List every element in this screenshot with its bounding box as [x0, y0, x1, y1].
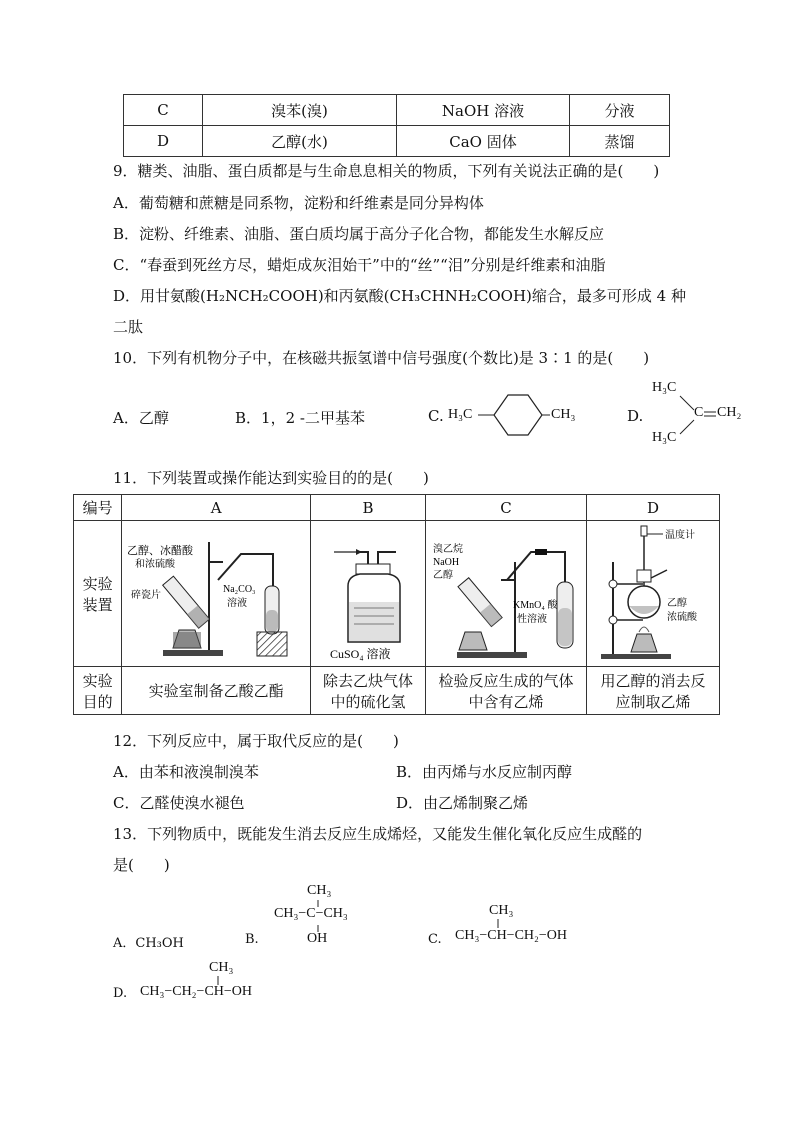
apparatus-b	[311, 521, 426, 667]
q10-stem: 10．下列有机物分子中，在核磁共振氢谱中信号强度(个数比)是 3∶1 的是( )	[113, 349, 650, 367]
row-label-line: 实验	[82, 671, 113, 690]
label-kmno4: KMnO₄ 酸	[513, 599, 558, 611]
q9-stem: 9．糖类、油脂、蛋白质都是与生命息息相关的物质，下列有关说法正确的是( )	[113, 162, 660, 180]
purpose-line: 应制取乙烯	[615, 692, 691, 711]
apparatus-c	[426, 521, 587, 667]
apparatus-d	[587, 521, 720, 667]
label-reagents: 乙醇、冰醋酸	[127, 543, 194, 557]
label-cuso4: CuSO₄ 溶液	[330, 646, 391, 661]
row-label-line: 装置	[82, 595, 113, 614]
q13-option-b-label: B.	[245, 932, 259, 947]
q10-option-d-carbon: C	[694, 405, 704, 420]
q9-option-d: D．用甘氨酸(H₂NCH₂COOH)和丙氨酸(CH₃CHNH₂COOH)缩合，最多可形成 4 种	[113, 287, 686, 305]
q10-option-d-top: H₃C	[652, 380, 677, 395]
q10-option-c-label: C.	[428, 407, 444, 425]
header-cell: C	[426, 495, 587, 521]
purpose-line: 用乙醇的消去反	[600, 671, 706, 690]
label-na2co3: Na₂CO₃	[223, 583, 256, 595]
q9-option-a: A．葡萄糖和蔗糖是同系物，淀粉和纤维素是同分异构体	[113, 194, 484, 212]
q13-option-b-top: CH₃	[307, 883, 332, 898]
apparatus-a	[122, 521, 311, 667]
table-cell: 蒸馏	[570, 126, 670, 157]
apparatus-b-drawing	[312, 522, 424, 662]
q10-option-d-bottom: H₃C	[652, 430, 677, 445]
q13-option-b-bottom: OH	[307, 931, 328, 946]
q10-option-b: B．1，2 -二甲基苯	[235, 409, 365, 427]
q12-option-d: D．由乙烯制聚乙烯	[396, 794, 529, 812]
q9-option-c: C．“春蚕到死丝方尽，蜡炬成灰泪始干”中的“丝”“泪”分别是纤维素和油脂	[113, 256, 606, 274]
q13-stem-cont: 是( )	[113, 856, 170, 874]
purpose-b	[311, 667, 426, 715]
label-thermometer: 温度计	[665, 529, 695, 541]
table-cell: D	[124, 126, 203, 157]
purpose-line: 除去乙炔气体	[323, 671, 414, 690]
apparatus-c-drawing	[427, 522, 585, 662]
purpose-line: 检验反应生成的气体	[438, 671, 574, 690]
label-reagents-2: 和浓硫酸	[135, 558, 176, 570]
q12-option-c: C．乙醛使溴水褪色	[113, 794, 245, 812]
header-cell: B	[311, 495, 426, 521]
label-chips: 碎瓷片	[131, 589, 162, 601]
table-row	[74, 667, 720, 715]
row-label	[74, 667, 122, 715]
q9-option-b: B．淀粉、纤维素、油脂、蛋白质均属于高分子化合物，都能发生水解反应	[113, 225, 605, 243]
experiment-table	[73, 494, 720, 715]
table-cell: C	[124, 95, 203, 126]
cyclohexane-ring	[478, 390, 550, 440]
q10-option-c-left: H₃C	[448, 407, 473, 422]
q13-option-d-main: CH₃−CH₂−CH−OH	[140, 984, 253, 999]
table-row	[74, 521, 720, 667]
table-row	[74, 495, 720, 521]
separation-table	[123, 94, 670, 157]
purpose-line: 中的硫化氢	[330, 692, 406, 711]
q10-option-d-right: CH₂	[717, 405, 742, 420]
table-cell: NaOH 溶液	[397, 95, 570, 126]
label-d-sulfuric: 浓硫酸	[667, 611, 697, 623]
purpose-a: 实验室制备乙酸乙酯	[122, 667, 311, 715]
label-solution: 溶液	[227, 597, 248, 609]
label-bromoethane: 溴乙烷	[433, 543, 463, 555]
apparatus-d-drawing	[587, 522, 719, 662]
header-cell: 编号	[74, 495, 122, 521]
q13-option-c-top: CH₃	[489, 903, 514, 918]
q12-option-b: B．由丙烯与水反应制丙醇	[396, 763, 573, 781]
row-label-line: 实验	[82, 574, 113, 593]
q13-option-c-label: C.	[428, 932, 442, 947]
label-d-ethanol: 乙醇	[667, 597, 687, 609]
q10-option-a: A．乙醇	[113, 409, 169, 427]
header-cell: A	[122, 495, 311, 521]
header-cell: D	[587, 495, 720, 521]
q10-option-d-label: D.	[627, 407, 644, 425]
apparatus-a-drawing	[123, 522, 309, 662]
purpose-d	[587, 667, 720, 715]
table-cell: CaO 固体	[397, 126, 570, 157]
row-label-line: 目的	[82, 692, 113, 711]
q11-stem: 11．下列装置或操作能达到实验目的的是( )	[113, 469, 429, 487]
row-label	[74, 521, 122, 667]
q12-stem: 12．下列反应中，属于取代反应的是( )	[113, 732, 399, 750]
q9-option-d-cont: 二肽	[113, 318, 144, 336]
q13-stem: 13．下列物质中，既能发生消去反应生成烯烃，又能发生催化氧化反应生成醛的	[113, 825, 643, 843]
q13-option-d-label: D.	[113, 986, 128, 1001]
q13-option-c-main: CH₃−CH−CH₂−OH	[455, 928, 568, 943]
q13-option-b-mid: CH₃−C−CH₃	[274, 906, 348, 921]
table-cell: 溴苯(溴)	[203, 95, 397, 126]
q12-option-a: A．由苯和液溴制溴苯	[113, 763, 259, 781]
label-acid-solution: 性溶液	[517, 613, 547, 625]
table-row	[124, 126, 670, 157]
double-bond	[703, 405, 717, 421]
q10-option-c-right: CH₃	[551, 407, 576, 422]
label-ethanol: 乙醇	[433, 569, 453, 581]
q13-option-a: A．CH₃OH	[113, 936, 184, 951]
table-cell: 分液	[570, 95, 670, 126]
label-naoh: NaOH	[433, 556, 460, 568]
table-cell: 乙醇(水)	[203, 126, 397, 157]
q13-option-d-top: CH₃	[209, 960, 234, 975]
purpose-line: 中含有乙烯	[468, 692, 544, 711]
table-row	[124, 95, 670, 126]
purpose-c	[426, 667, 587, 715]
